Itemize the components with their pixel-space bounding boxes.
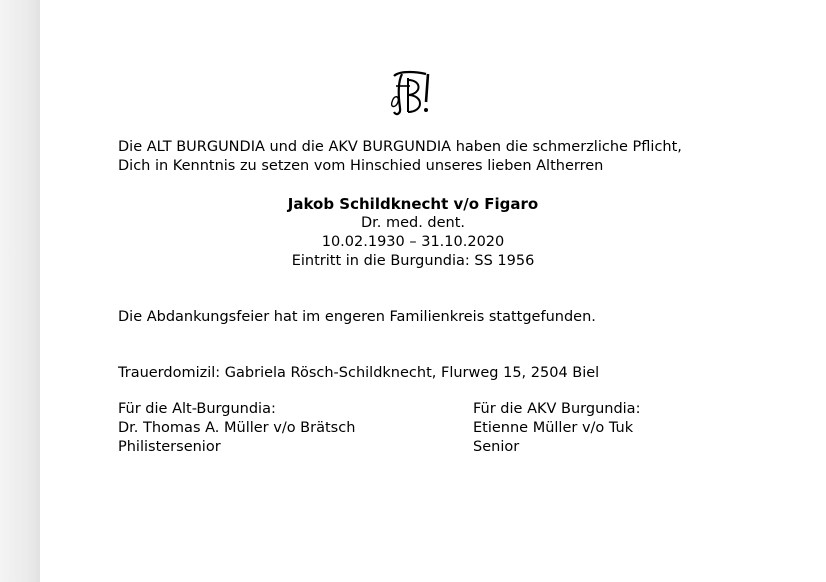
- deceased-entry: Eintritt in die Burgundia: SS 1956: [291, 253, 535, 269]
- signature-right-person: Etienne Müller v/o Tuk: [473, 420, 634, 436]
- signature-left-person: Dr. Thomas A. Müller v/o Brätsch: [118, 420, 356, 436]
- signature-right: [473, 400, 640, 457]
- deceased-dates: 10.02.1930 – 31.10.2020: [321, 234, 505, 250]
- signature-right-role: Senior: [473, 439, 520, 455]
- signature-left: [118, 400, 355, 457]
- intro-line-2: Dich in Kenntnis zu setzen vom Hinschied unseres lieben Altherren: [118, 158, 604, 174]
- deceased-info: [40, 194, 786, 271]
- signature-left-role: Philistersenior: [118, 439, 221, 455]
- mourning-address: Trauerdomizil: Gabriela Rösch-Schildknecht, Flurweg 15, 2504 Biel: [118, 365, 600, 381]
- burgundia-monogram-icon: [388, 68, 434, 118]
- signature-left-org: Für die Alt-Burgundia:: [118, 401, 276, 417]
- ceremony-note: Die Abdankungsfeier hat im engeren Familienkreis stattgefunden.: [118, 309, 596, 325]
- intro-line-1: Die ALT BURGUNDIA und die AKV BURGUNDIA haben die schmerzliche Pflicht,: [118, 139, 682, 155]
- left-page-shadow: [0, 0, 40, 582]
- deceased-title: Dr. med. dent.: [360, 215, 466, 231]
- signature-right-org: Für die AKV Burgundia:: [473, 401, 641, 417]
- deceased-name: Jakob Schildknecht v/o Figaro: [287, 195, 539, 213]
- intro-paragraph: [118, 138, 682, 176]
